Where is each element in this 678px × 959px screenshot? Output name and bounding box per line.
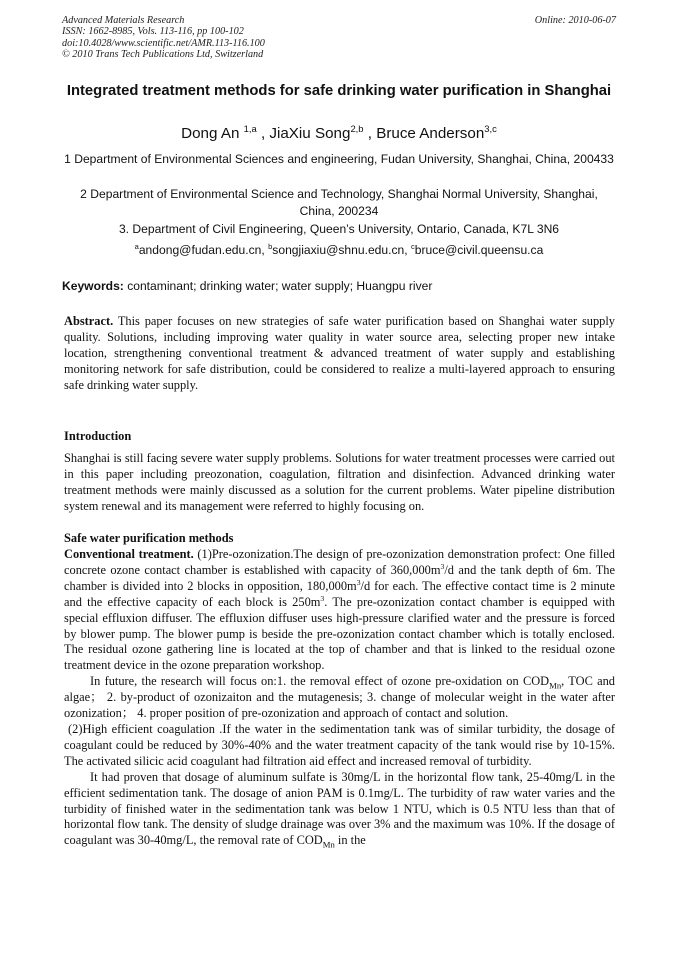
author-affiliation-marker: 3,c	[484, 122, 497, 134]
author-affiliation-marker: 1,a	[243, 122, 257, 134]
email-line: $^a$andong@fudan.edu.cn, $^b$songjiaxiu@shnu.edu.cn, $^c$bruce@civil.queensu.ca	[134, 241, 544, 257]
author-name: Bruce Anderson	[376, 125, 485, 142]
author-affiliation-marker: 2,b	[350, 122, 364, 134]
author-name: JiaXiu Song	[269, 125, 351, 142]
keywords-text: contaminant; drinking water; water supply; Huangpu river	[123, 279, 433, 293]
methods-body	[64, 547, 615, 849]
issn-line: ISSN: 1662-8985, Vols. 113-116, pp 100-102	[62, 26, 244, 38]
paragraph-dosage: It had proven that dosage of aluminum sulfate is 30mg/L in the horizontal flow tank, 25-40mg/L in the efficient sedimentation tank. The dosage of anion PAM is 0.1mg/L. The turbidity of raw water varies and the turbidity of finished water in the sedimentation tank was below 1 NTU, which is 0.5 NTU less than that of horizontal flow tank. The density of sludge drainage was over 3% and the maximum was 10%. If the dosage of coagulant was 30-40mg/L, the removal rate of $COD_{Mn}$ in the	[64, 769, 615, 850]
keywords	[62, 279, 616, 293]
paragraph-coagulation: (2)High efficient coagulation .If the water in the sedimentation tank was of similar turbidity, the dosage of coagulant could be reduced by 30%-40% and the water treatment capacity of the tank would rise by 10-15%. The activated silicic acid coagulant had filtration aid effect and increased removal of turbidity.	[64, 721, 615, 768]
abstract-text: This paper focuses on new strategies of safe water purification based on Shanghai water supply quality. Solutions, including improving water quality in water source area, selecting proper new intake location, strengthening conventional treatment & advanced treatment of water supply and establishing monitoring network for safe distribution, could be considered to realize a multi-layered approach to ensuring safe drinking water supply.	[64, 314, 615, 392]
abstract	[64, 314, 615, 394]
journal-name: Advanced Materials Research	[62, 15, 185, 26]
author-name: Dong An	[181, 125, 244, 142]
affiliation-3: 3. Department of Civil Engineering, Queen’s University, Ontario, Canada, K7L 3N6	[118, 222, 560, 236]
introduction-heading: Introduction	[64, 429, 132, 443]
conventional-treatment-label: Conventional treatment.	[64, 547, 194, 561]
keywords-label: Keywords:	[62, 279, 124, 293]
abstract-label: Abstract.	[64, 314, 114, 328]
introduction-text: Shanghai is still facing severe water supply problems. Solutions for water treatment processes were carried out in this paper including preozonation, coagulation, filtration and disinfection. Advanced drinking water treatment methods were mainly discussed as a solution for the current problems. Water pipeline distribution system renewal and its management were referred to highly focusing on.	[64, 451, 615, 513]
author-line: Dong An $^{1,a}$ , JiaXiu Song$^{2,b}$ , Bruce Anderson$^{3,c}$	[181, 122, 497, 142]
page-header	[62, 15, 616, 61]
doi-line: doi:10.4028/www.scientific.net/AMR.113-116.100	[62, 37, 265, 49]
paper-title: Integrated treatment methods for safe drinking water purification in Shanghai	[66, 83, 612, 99]
email-address: songjiaxiu@shnu.edu.cn,	[272, 243, 411, 257]
email-address: andong@fudan.edu.cn,	[138, 243, 269, 257]
affiliation-1: 1 Department of Environmental Sciences and engineering, Fudan University, Shanghai, China, 200433	[64, 152, 614, 166]
copyright-line: © 2010 Trans Tech Publications Ltd, Switzerland	[62, 49, 264, 61]
online-date: Online: 2010-06-07	[534, 15, 616, 26]
paragraph-future-research: In future, the research will focus on:1. the removal effect of ozone pre-oxidation on $COD_{Mn}$, TOC and algae； 2. by-product of ozonizaiton and the mutagenesis; 3. change of molecular weight in the water after ozonization； 4. proper position of pre-ozonization and approach of contact and solution.	[64, 674, 615, 721]
email-address: bruce@civil.queensu.ca	[414, 243, 544, 257]
affiliation-2: 2 Department of Environmental Science and Technology, Shanghai Normal University, Shanghai, China, 200234	[80, 187, 598, 218]
paragraph-pre-ozonization: Conventional treatment. (1)Pre-ozonization.The design of pre-ozonization demonstration profect: One filled concrete ozone contact chamber is established with capacity of $360,000m^3/d$ and the tank depth of 6m. The chamber is divided into 2 blocks in opposition, $180,000m^3/d$ for each. The effective contact time is 2 minute and the effective capacity of each block is $250m^3$. The pre-ozonization contact chamber is equipped with special effluxion diffuser. The effluxion diffuser uses high-pressure clarified water and the pressure is forced by blower pump. The blower pump is beside the pre-ozonization contact chamber which is totally enclosed. The residual ozone gathering line is located at the top of chamber and that is linked to the residual ozone treatment device in the ozone preparation workshop.	[64, 547, 616, 673]
methods-heading: Safe water purification methods	[64, 531, 234, 545]
